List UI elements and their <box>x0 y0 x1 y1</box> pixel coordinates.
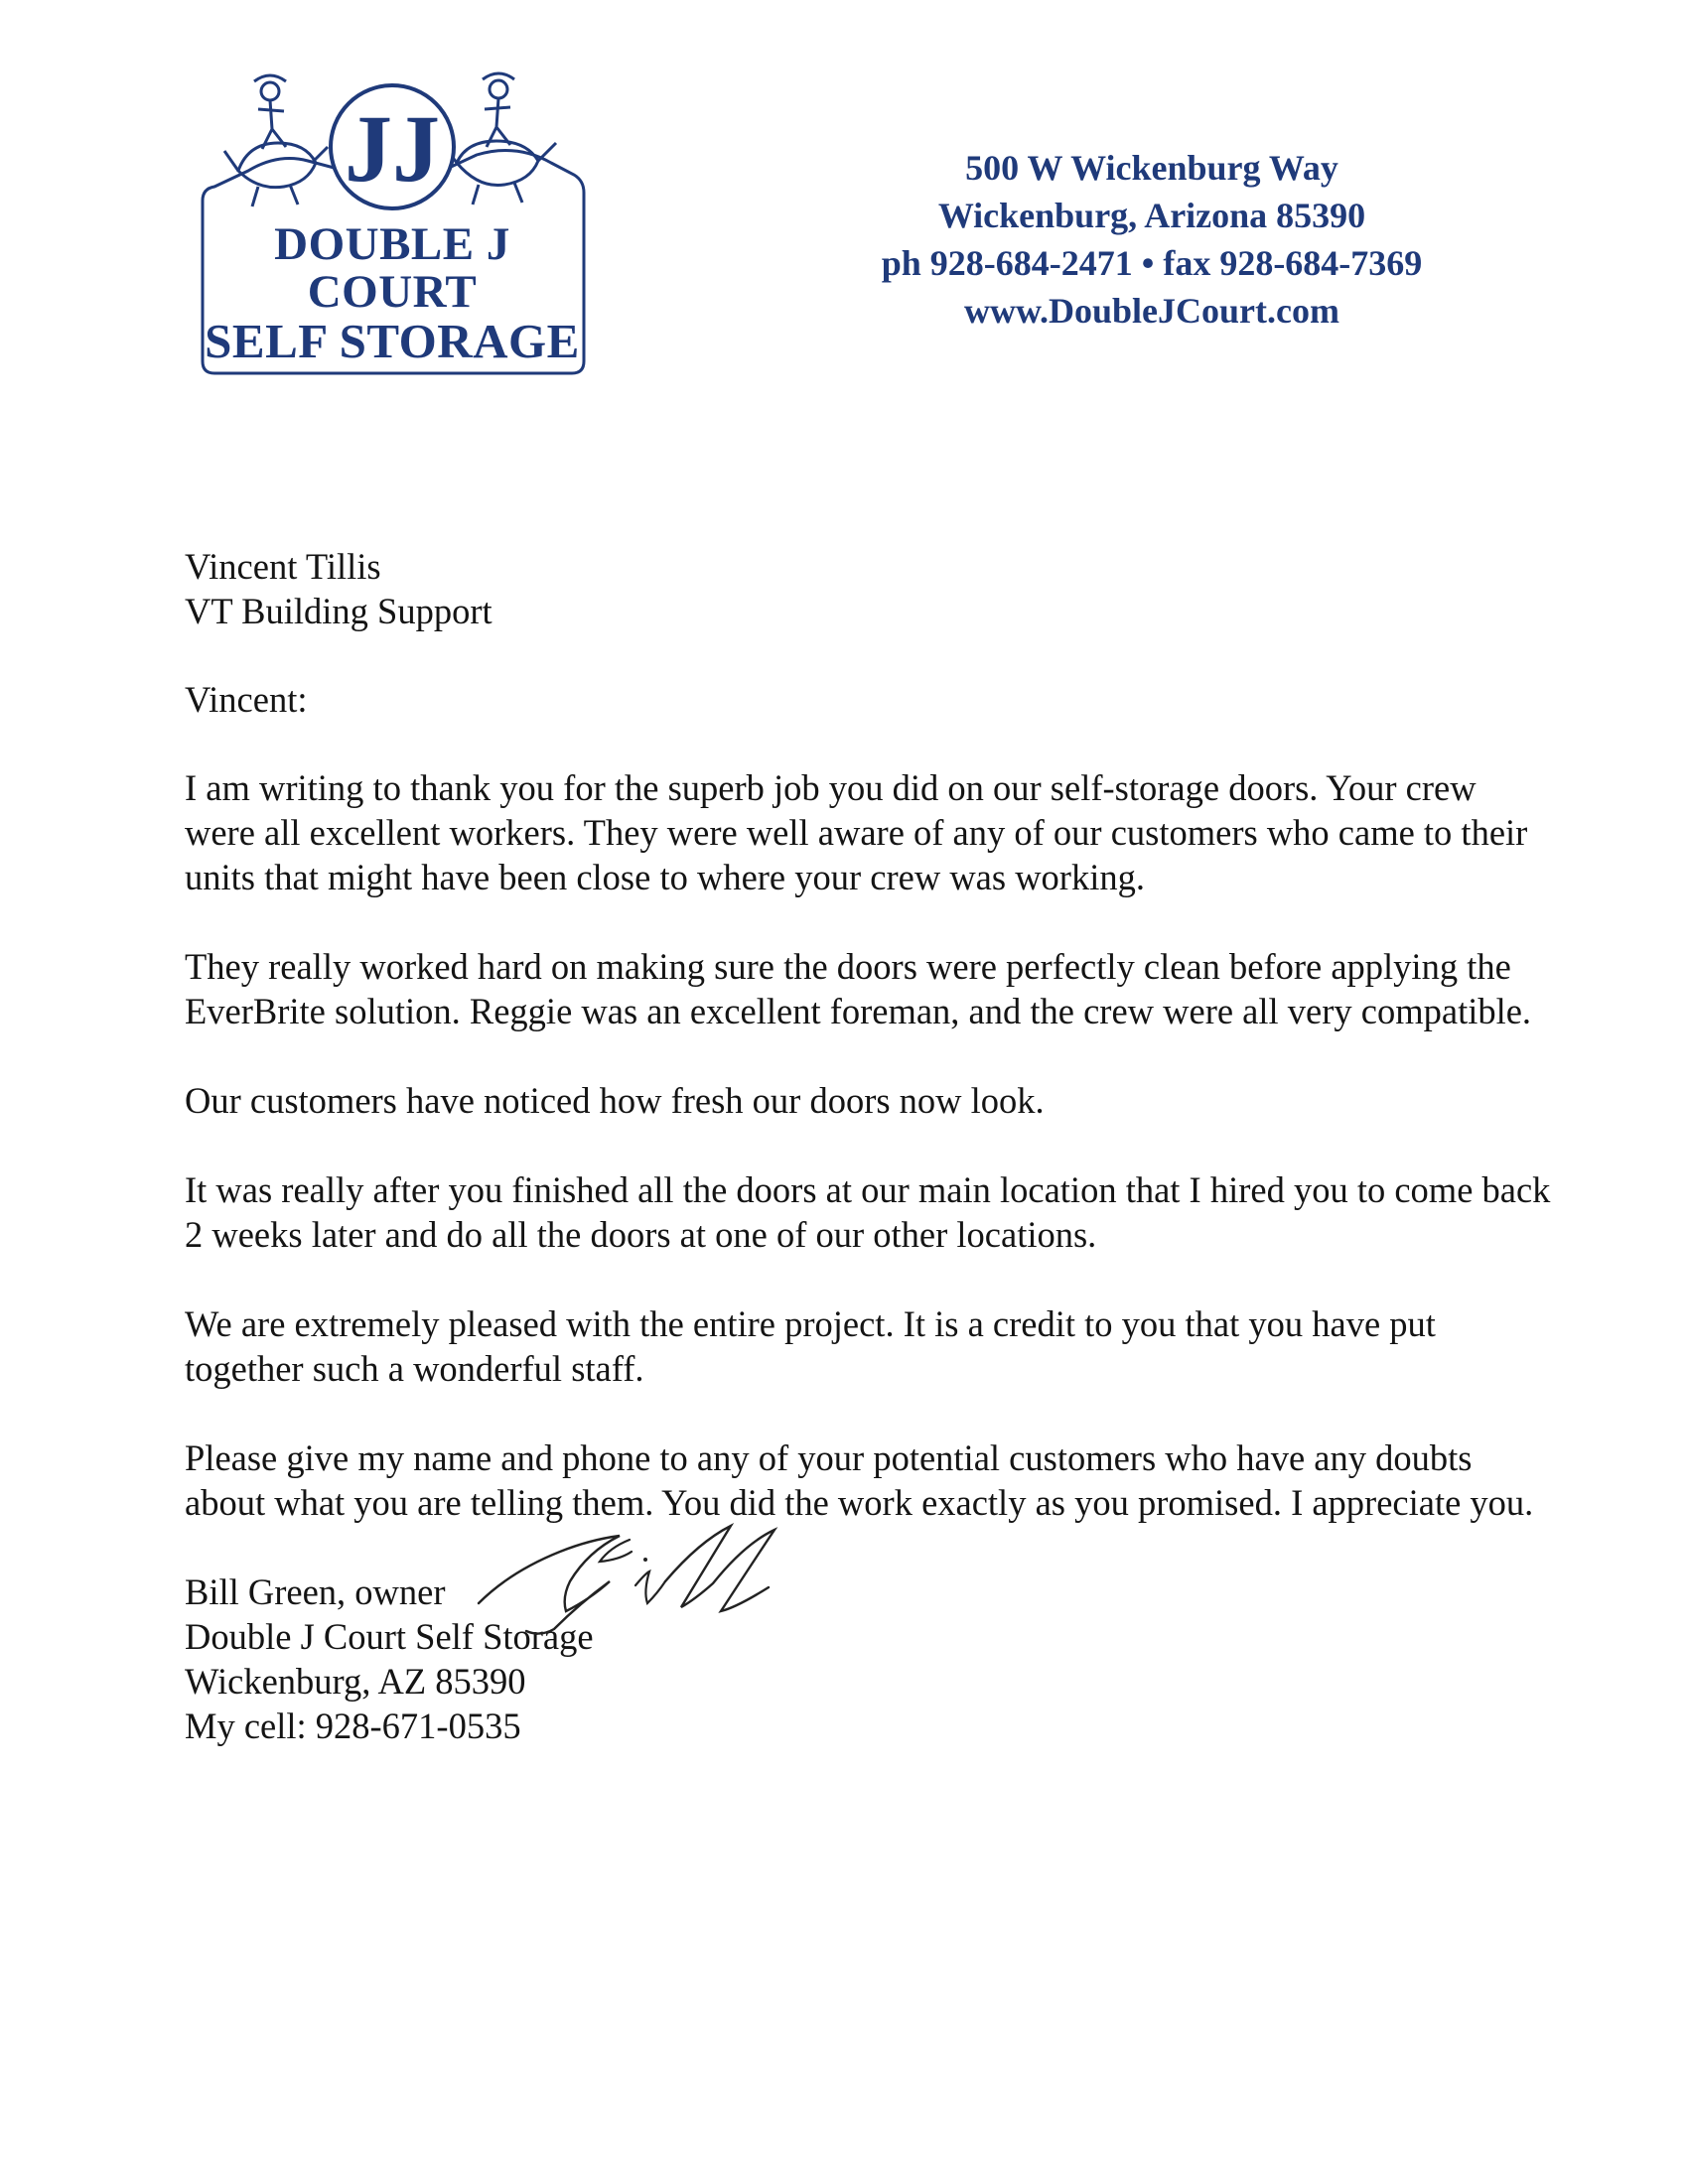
recipient-name: Vincent Tillis <box>185 546 381 587</box>
logo-line-self-storage: SELF STORAGE <box>205 314 580 368</box>
letter-body <box>185 544 1555 1748</box>
signer-company: Double J Court Self Storage <box>185 1616 594 1657</box>
paragraph-hard-work: They really worked hard on making sure the doors were perfectly clean before applying the EverBrite solution. Reggie was an excellent foreman, and the crew were all very compatible. <box>185 946 1532 1031</box>
paragraph-thanks: I am writing to thank you for the superb job you did on our self-storage doors. Your crew were all excellent workers. They were well aware of any of our customers who came to their units that might have been close to where your crew was working. <box>185 767 1528 897</box>
phone-fax: ph 928-684-2471 • fax 928-684-7369 <box>881 243 1423 283</box>
website-link[interactable]: www.DoubleJCourt.com <box>964 291 1339 331</box>
paragraph-customers: Our customers have noticed how fresh our doors now look. <box>185 1080 1045 1121</box>
company-logo <box>189 52 596 379</box>
left-cowboy-icon <box>224 75 328 206</box>
paragraph-referral: Please give my name and phone to any of your potential customers who have any doubts about what you are telling them. You did the work exactly as you promised. I appreciate you. <box>185 1437 1534 1523</box>
address-line-city: Wickenburg, Arizona 85390 <box>937 196 1366 235</box>
letterhead-contact <box>774 144 1529 335</box>
signer-city: Wickenburg, AZ 85390 <box>185 1661 526 1702</box>
paragraph-second-location: It was really after you finished all the doors at our main location that I hired you to come back 2 weeks later and do all the doors at one of our other locations. <box>185 1169 1551 1255</box>
logo-monogram: JJ <box>345 95 440 202</box>
recipient-company: VT Building Support <box>185 591 492 631</box>
signer-name-title: Bill Green, owner <box>185 1571 446 1612</box>
paragraph-pleased: We are extremely pleased with the entire project. It is a credit to you that you have put together such a wonderful staff. <box>185 1303 1436 1389</box>
salutation: Vincent: <box>185 679 308 720</box>
address-line-street: 500 W Wickenburg Way <box>965 148 1338 188</box>
logo-line-court: COURT <box>307 266 478 318</box>
right-cowboy-icon <box>445 73 556 205</box>
signer-cell: My cell: 928-671-0535 <box>185 1706 521 1746</box>
signature-block <box>185 1570 1555 1748</box>
logo-line-double-j: DOUBLE J <box>274 218 510 270</box>
